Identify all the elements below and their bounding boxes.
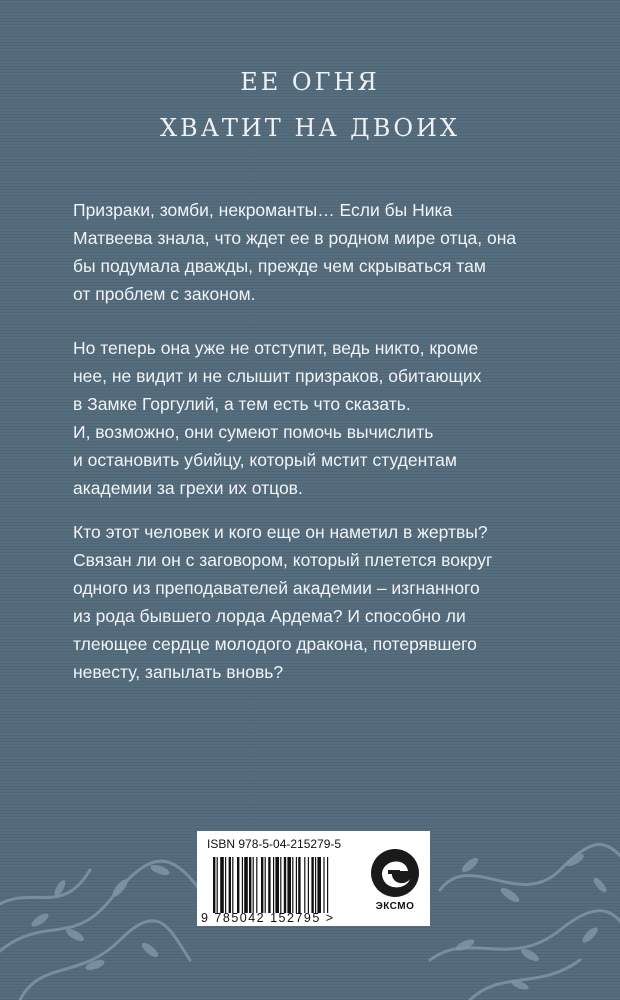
barcode-bar [284, 857, 286, 913]
isbn-barcode-panel [197, 831, 430, 926]
barcode-bar [225, 857, 226, 913]
barcode-bar [311, 857, 313, 913]
publisher-name: ЭКСМО [375, 901, 415, 912]
barcode-bar [323, 857, 324, 913]
barcode-bar [287, 857, 291, 913]
barcode-bar [275, 857, 279, 913]
barcode-bar [229, 857, 231, 913]
barcode-bar [273, 857, 274, 913]
barcode-bar [217, 857, 218, 913]
barcode-bar [220, 857, 224, 913]
barcode-bar [253, 857, 254, 913]
barcode-bar [308, 857, 309, 913]
blurb-paragraph-1: Призраки, зомби, некроманты… Если бы Ника Матвеева знала, что ждет ее в родном мире отца, она бы подумала дважды, прежде чем скрываться там от проблем с законом. [73, 200, 517, 304]
isbn-number: ISBN 978-5-04-215279-5 [207, 837, 342, 851]
barcode-bar [256, 857, 257, 913]
barcode-bar [237, 857, 239, 913]
barcode-bar [244, 857, 248, 913]
barcode-bar [317, 857, 321, 913]
barcode-bar [213, 857, 215, 913]
barcode-bar [261, 857, 263, 913]
barcode-bar [327, 857, 328, 913]
book-title-line-2: ХВАТИТ НА ДВОИХ [159, 114, 461, 142]
barcode-bar [292, 857, 293, 913]
blurb-paragraph-2: Но теперь она уже не отступит, ведь никто, кроме нее, не видит и не слышит призраков, обитающих в Замке Горгулий, а тем есть что сказать. И, возможно, они сумеют помочь вычислить и остановить убийцу, который мстит студентам академии за грехи их отцов. [73, 338, 482, 498]
barcode-bar [315, 857, 316, 913]
barcode-bar [265, 857, 266, 913]
barcode-bar [242, 857, 243, 913]
barcode-bar [268, 857, 270, 913]
barcode-digits: 9 785042 152795 > [201, 911, 335, 925]
barcode-bar [298, 857, 300, 913]
blurb-paragraph-3: Кто этот человек и кого еще он наметил в жертвы? Связан ли он с заговором, который плетется вокруг одного из преподавателей академии – изгнанного из рода бывшего лорда Ардема? И способно ли тлеющее сердце молодого дракона, потерявшего невесту, запылать вновь? [73, 522, 493, 682]
barcode-bar [280, 857, 281, 913]
eksmo-logo-icon [368, 843, 422, 923]
barcode-bar [232, 857, 233, 913]
barcode-bar [304, 857, 305, 913]
book-title-line-1: ЕЕ ОГНЯ [240, 68, 380, 96]
barcode-bar [296, 857, 297, 913]
barcode-bar [249, 857, 251, 913]
